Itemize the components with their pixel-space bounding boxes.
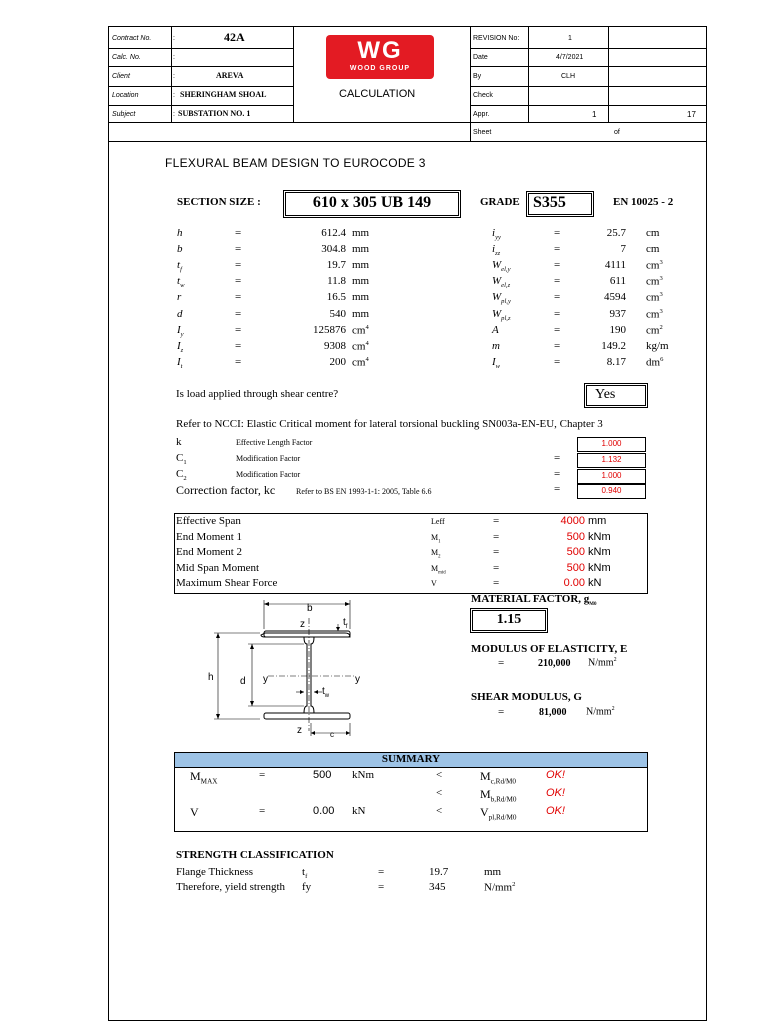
- property-equals: =: [554, 275, 561, 288]
- summary-title: SUMMARY: [381, 753, 441, 765]
- summary-unit: kN: [352, 805, 366, 817]
- property-unit: cm: [646, 227, 660, 239]
- property-symbol: $t_f$: [177, 259, 182, 274]
- location-value: SHERINGHAM SHOAL: [180, 90, 267, 99]
- subject-value: SUBSTATION NO. 1: [178, 109, 251, 118]
- summary-header: [175, 753, 647, 768]
- property-symbol: $W_{pl,z}$: [492, 307, 511, 322]
- wood-group-logo: [326, 35, 434, 79]
- ncci-equals: =: [554, 468, 561, 480]
- summary-value: 500: [313, 769, 332, 781]
- property-unit: $cm^3$: [646, 275, 663, 288]
- diagram-z-top-label: z: [300, 619, 305, 630]
- strength-unit: $N/mm^2$: [484, 881, 516, 894]
- property-symbol: $t_w$: [177, 275, 185, 290]
- summary-resistance: $V_{pl,Rd/M0}$: [480, 805, 517, 822]
- load-equals: =: [493, 546, 500, 559]
- ncci-value: 1.000: [601, 439, 622, 448]
- property-symbol: h: [177, 227, 183, 239]
- property-equals: =: [554, 259, 561, 272]
- ncci-description: Effective Length Factor: [236, 438, 313, 447]
- revision-value: 1: [568, 35, 572, 42]
- load-value: 500: [566, 530, 585, 543]
- summary-symbol: V: [190, 805, 199, 819]
- load-unit: kNm: [588, 546, 611, 559]
- shear-modulus-label: SHEAR MODULUS, G: [471, 691, 582, 703]
- diagram-y-left-label: y: [263, 674, 268, 685]
- strength-unit: mm: [484, 866, 502, 878]
- sheet-number: 1: [592, 110, 597, 119]
- material-factor-value: 1.15: [496, 612, 522, 627]
- shear-modulus-unit: $N/mm^2$: [586, 706, 615, 718]
- property-equals: =: [235, 307, 242, 320]
- ncci-value: 1.000: [601, 471, 622, 480]
- property-value: 190: [609, 323, 626, 336]
- kc-value: 0.940: [601, 486, 622, 495]
- summary-value: 0.00: [313, 805, 335, 817]
- load-label: Effective Span: [176, 515, 241, 527]
- property-equals: =: [554, 291, 561, 304]
- section-size-box: [285, 192, 459, 216]
- property-unit: $cm^4$: [352, 339, 369, 353]
- elasticity-equals: =: [498, 657, 505, 669]
- property-symbol: $W_{el,y}$: [492, 259, 511, 274]
- property-equals: =: [235, 259, 242, 272]
- property-equals: =: [235, 275, 242, 288]
- subject-label: Subject: [112, 111, 136, 118]
- summary-compare: <: [436, 769, 443, 781]
- property-unit: mm: [352, 227, 370, 239]
- summary-status: OK!: [546, 805, 565, 817]
- summary-compare: <: [436, 805, 443, 817]
- by-value: CLH: [561, 73, 576, 80]
- property-symbol: $I_y$: [177, 323, 184, 338]
- material-factor-box: [472, 610, 546, 631]
- property-unit: kg/m: [646, 339, 669, 352]
- property-equals: =: [235, 291, 242, 304]
- strength-equals: =: [378, 866, 385, 878]
- property-unit: mm: [352, 307, 370, 320]
- property-value: 304.8: [321, 243, 346, 256]
- ncci-value-box: [577, 453, 646, 468]
- summary-symbol: $M_{MAX}$: [190, 769, 218, 786]
- property-equals: =: [235, 355, 242, 368]
- ncci-symbol: $C_1$: [176, 452, 187, 467]
- summary-status: OK!: [546, 769, 565, 781]
- of-label: of: [614, 129, 620, 136]
- property-value: 7: [620, 243, 626, 256]
- property-value: 25.7: [606, 227, 626, 239]
- property-symbol: $W_{el,z}$: [492, 275, 511, 290]
- client-value: AREVA: [216, 71, 244, 80]
- property-unit: mm: [352, 291, 370, 304]
- colon: :: [173, 92, 175, 99]
- grade-box: [528, 193, 592, 215]
- colon: :: [173, 35, 175, 42]
- load-symbol: $M_{mid}$: [431, 563, 446, 576]
- by-label: By: [473, 73, 482, 80]
- shear-centre-question: Is load applied through shear centre?: [176, 388, 339, 400]
- load-symbol: $M_1$: [431, 532, 441, 545]
- property-equals: =: [235, 243, 242, 256]
- property-value: 200: [329, 355, 346, 368]
- property-symbol: d: [177, 307, 183, 320]
- strength-equals: =: [378, 881, 385, 893]
- property-equals: =: [235, 323, 242, 336]
- property-symbol: m: [492, 339, 500, 352]
- property-unit: $cm^4$: [352, 355, 369, 369]
- ncci-description: Modification Factor: [236, 470, 301, 479]
- load-label: End Moment 2: [176, 546, 242, 559]
- property-equals: =: [554, 339, 561, 352]
- diagram-z-bottom-label: z: [297, 725, 302, 736]
- section-size-value: 610 x 305 UB 149: [312, 194, 432, 211]
- diagram-c-label: c: [330, 730, 334, 739]
- summary-equals: =: [259, 805, 266, 817]
- property-value: 19.7: [326, 259, 346, 272]
- property-value: 937: [609, 307, 626, 320]
- ncci-value-box: [577, 437, 646, 452]
- property-equals: =: [554, 227, 561, 239]
- contract-no-label: Contract No.: [112, 35, 152, 42]
- strength-title: STRENGTH CLASSIFICATION: [176, 849, 334, 861]
- load-equals: =: [493, 530, 500, 543]
- contract-no-value: 42A: [224, 30, 245, 44]
- summary-resistance: $M_{c,Rd/M0}$: [480, 769, 517, 786]
- property-unit: $cm^3$: [646, 259, 663, 272]
- property-value: 149.2: [601, 339, 626, 352]
- colon: :: [173, 111, 175, 118]
- strength-label: Flange Thickness: [176, 866, 254, 878]
- ncci-equals: =: [554, 452, 561, 464]
- summary-resistance: $M_{b,Rd/M0}$: [480, 787, 517, 804]
- property-value: 11.8: [327, 275, 346, 288]
- property-unit: mm: [352, 275, 370, 288]
- sheet-label: Sheet: [473, 129, 492, 136]
- diagram-d-label: d: [240, 676, 246, 687]
- property-unit: $dm^6$: [646, 355, 664, 369]
- ncci-reference: Refer to NCCI: Elastic Critical moment for lateral torsional buckling SN003a-EN-EU, Chapter 3: [176, 418, 603, 430]
- load-unit: kNm: [588, 530, 611, 543]
- revision-label: REVISION No:: [473, 35, 520, 42]
- load-unit: kNm: [588, 561, 611, 574]
- property-unit: mm: [352, 243, 370, 256]
- strength-symbol: $t_f$: [302, 866, 308, 881]
- diagram-tf-label: $t_f$: [343, 617, 348, 630]
- sheet-total: 17: [687, 110, 696, 119]
- shear-centre-answer-box: [586, 385, 646, 406]
- load-value: 0.00: [563, 577, 585, 590]
- shear-modulus-value: 81,000: [539, 707, 567, 718]
- ncci-value-box: [577, 469, 646, 484]
- property-equals: =: [554, 323, 561, 336]
- kc-reference: Refer to BS EN 1993-1-1: 2005, Table 6.6: [296, 487, 432, 496]
- property-symbol: $i_{zz}$: [492, 243, 501, 258]
- summary-unit: kNm: [352, 769, 374, 781]
- date-value: 4/7/2021: [556, 54, 584, 61]
- property-symbol: A: [492, 323, 499, 336]
- diagram-b-label: b: [307, 603, 313, 614]
- property-symbol: $I_w$: [492, 355, 501, 370]
- ncci-description: Modification Factor: [236, 454, 301, 463]
- strength-value: 19.7: [429, 866, 449, 878]
- en-standard: EN 10025 - 2: [613, 196, 674, 208]
- property-symbol: $W_{pl,y}$: [492, 291, 511, 306]
- colon: :: [173, 73, 175, 80]
- property-value: 612.4: [321, 227, 346, 239]
- ncci-symbol: $C_2$: [176, 468, 187, 483]
- elasticity-value: 210,000: [538, 658, 571, 669]
- ncci-value: 1.132: [601, 455, 622, 464]
- colon: :: [173, 54, 175, 61]
- top-flange: [261, 633, 350, 637]
- strength-label: Therefore, yield strength: [176, 881, 286, 893]
- property-value: 9308: [324, 339, 346, 352]
- load-value: 4000: [560, 515, 585, 527]
- page-title: FLEXURAL BEAM DESIGN TO EUROCODE 3: [165, 156, 426, 170]
- summary-equals: =: [259, 769, 266, 781]
- load-label: Mid Span Moment: [176, 561, 260, 574]
- logo-mark: WG: [357, 37, 403, 64]
- load-symbol: Leff: [431, 517, 445, 526]
- date-label: Date: [473, 54, 488, 61]
- logo-subtext: WOOD GROUP: [349, 65, 411, 72]
- load-value: 500: [566, 561, 585, 574]
- diagram-tw-label: $t_w$: [322, 686, 330, 699]
- ncci-symbol: k: [176, 436, 182, 448]
- shear-modulus-equals: =: [498, 706, 505, 718]
- load-equals: =: [493, 515, 500, 527]
- property-value: 4111: [604, 259, 626, 272]
- elasticity-unit: $N/mm^2$: [588, 657, 617, 669]
- strength-value: 345: [429, 881, 446, 893]
- property-unit: mm: [352, 259, 370, 272]
- property-unit: $cm^3$: [646, 307, 663, 321]
- grade-label: GRADE: [480, 196, 520, 208]
- location-label: Location: [112, 92, 139, 99]
- property-value: 125876: [313, 323, 346, 336]
- elasticity-label: MODULUS OF ELASTICITY, E: [471, 643, 628, 655]
- section-size-label: SECTION SIZE :: [177, 196, 261, 208]
- load-label: Maximum Shear Force: [176, 577, 278, 590]
- material-factor-label: MATERIAL FACTOR, $g_{M0}$: [471, 593, 597, 608]
- property-equals: =: [235, 227, 242, 239]
- diagram-h-label: h: [208, 672, 214, 683]
- summary-status: OK!: [546, 787, 565, 799]
- property-symbol: b: [177, 243, 183, 256]
- property-symbol: $I_t$: [177, 355, 183, 370]
- property-equals: =: [554, 307, 561, 320]
- calc-no-label: Calc. No.: [112, 54, 141, 61]
- load-unit: mm: [588, 515, 607, 527]
- i-beam-diagram: [200, 596, 380, 746]
- check-label: Check: [473, 92, 493, 99]
- appr-label: Appr.: [473, 111, 490, 118]
- strength-symbol: fy: [302, 881, 312, 893]
- property-value: 540: [329, 307, 346, 320]
- load-label: End Moment 1: [176, 530, 242, 543]
- calculation-label: CALCULATION: [339, 88, 416, 100]
- grade-value: S355: [533, 194, 566, 211]
- property-unit: $cm^4$: [352, 323, 369, 337]
- summary-compare: <: [436, 787, 443, 799]
- property-equals: =: [554, 243, 561, 256]
- property-symbol: $I_z$: [177, 339, 184, 354]
- load-unit: kN: [588, 577, 602, 590]
- property-symbol: r: [177, 291, 182, 304]
- property-value: 611: [609, 275, 626, 288]
- load-symbol: V: [431, 579, 437, 589]
- kc-label: Correction factor, kc: [176, 483, 276, 497]
- property-value: 8.17: [606, 355, 626, 368]
- load-symbol: $M_2$: [431, 548, 441, 560]
- property-value: 16.5: [326, 291, 346, 304]
- property-unit: cm: [646, 243, 660, 256]
- load-equals: =: [493, 561, 500, 574]
- diagram-y-right-label: y: [355, 674, 360, 685]
- shear-centre-answer: Yes: [595, 387, 616, 402]
- kc-value-box: [577, 484, 646, 499]
- property-value: 4594: [604, 291, 626, 304]
- property-equals: =: [554, 355, 561, 368]
- load-equals: =: [493, 577, 500, 590]
- load-value: 500: [566, 546, 585, 559]
- kc-equals: =: [554, 483, 561, 495]
- property-equals: =: [235, 339, 242, 352]
- property-unit: $cm^2$: [646, 323, 663, 337]
- property-unit: $cm^3$: [646, 291, 663, 305]
- client-label: Client: [112, 73, 130, 80]
- property-symbol: $i_{yy}$: [492, 227, 501, 242]
